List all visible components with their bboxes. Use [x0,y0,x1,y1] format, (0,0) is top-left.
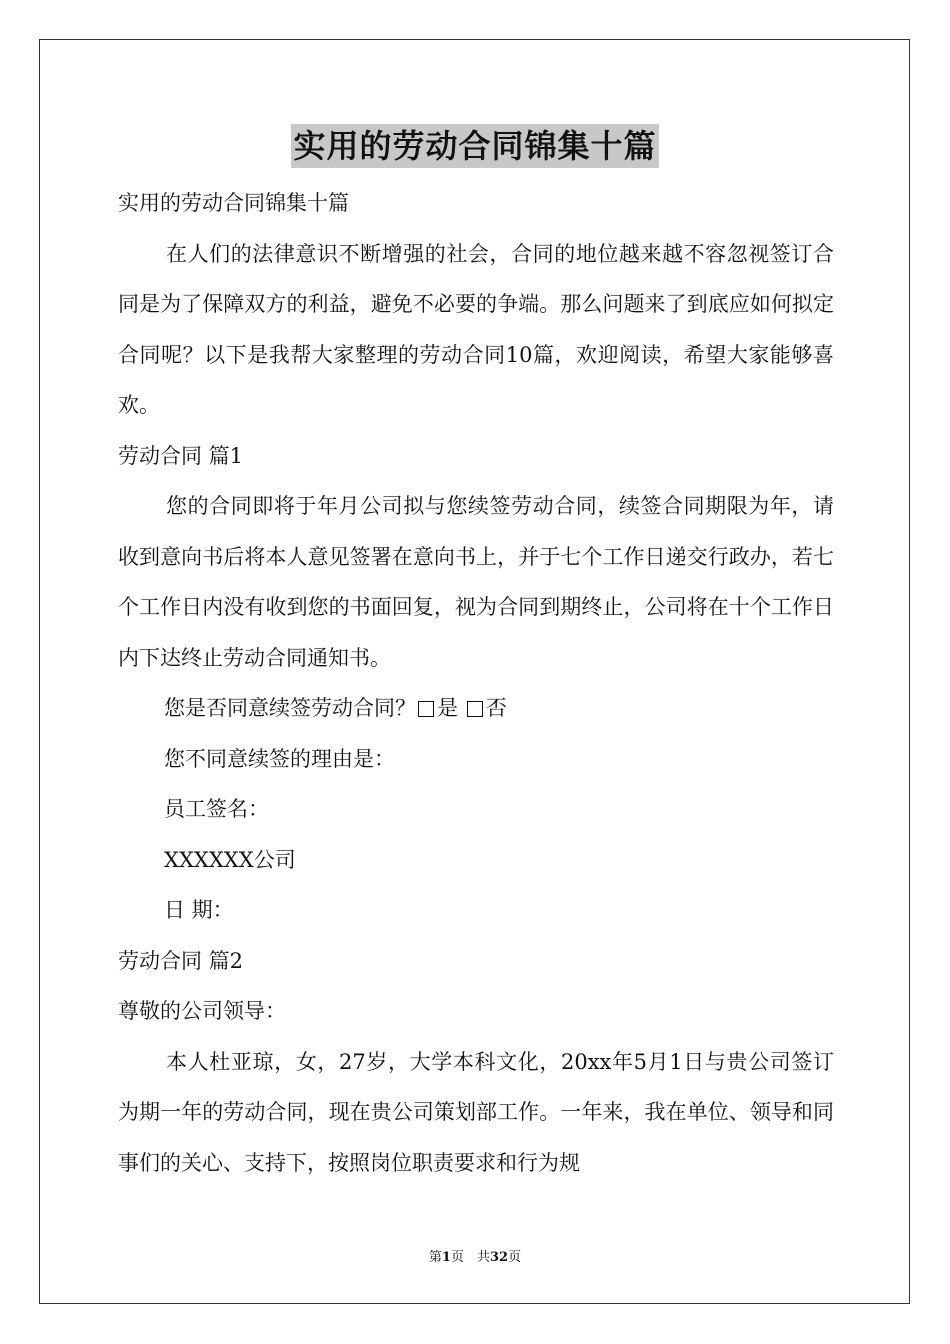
intro-paragraph: 在人们的法律意识不断增强的社会，合同的地位越来越不容忽视签订合同是为了保障双方的利益，避免不必要的争端。那么问题来了到底应如何拟定合同呢？以下是我帮大家整理的劳动合同10篇，欢迎阅读，希望大家能够喜欢。 [118,241,834,417]
footer-prefix: 第 [428,1250,442,1265]
company-line: XXXXXX公司 [164,847,296,872]
no-label: 否 [485,696,507,720]
yes-checkbox[interactable] [418,701,434,717]
date-line: 日 期： [164,898,234,922]
section1-heading: 劳动合同 篇1 [118,443,244,468]
section1-paragraph: 您的合同即将于年月公司拟与您续签劳动合同，续签合同期限为年，请收到意向书后将本人意见签署在意向书上，并于七个工作日递交行政办，若七个工作日内没有收到您的书面回复，视为合同到期终止，公司将在十个工作日内下达终止劳动合同通知书。 [118,494,834,670]
renewal-question-line [118,683,834,734]
signature-line: 员工签名： [164,797,269,821]
current-page: 1 [441,1250,451,1265]
section2-heading: 劳动合同 篇2 [118,948,244,973]
page-footer [0,1246,950,1265]
salutation: 尊敬的公司领导： [118,999,286,1023]
subtitle: 实用的劳动合同锦集十篇 [118,191,349,215]
reason-line: 您不同意续签的理由是： [164,746,395,771]
footer-middle: 页 共 [450,1250,490,1265]
no-checkbox[interactable] [467,701,483,717]
document-title: 实用的劳动合同锦集十篇 [291,124,658,168]
document-body [118,178,834,1188]
section2-paragraph: 本人杜亚琼，女，27岁，大学本科文化，20xx年5月1日与贵公司签订为期一年的劳动合同，现在贵公司策划部工作。一年来，我在单位、领导和同事们的关心、支持下，按照岗位职责要求和行为规 [118,1049,834,1175]
document-title-wrapper [0,124,950,168]
footer-suffix: 页 [508,1250,522,1265]
total-pages: 32 [489,1250,509,1265]
renewal-question: 您是否同意续签劳动合同？ [164,696,416,720]
yes-label: 是 [437,696,458,720]
